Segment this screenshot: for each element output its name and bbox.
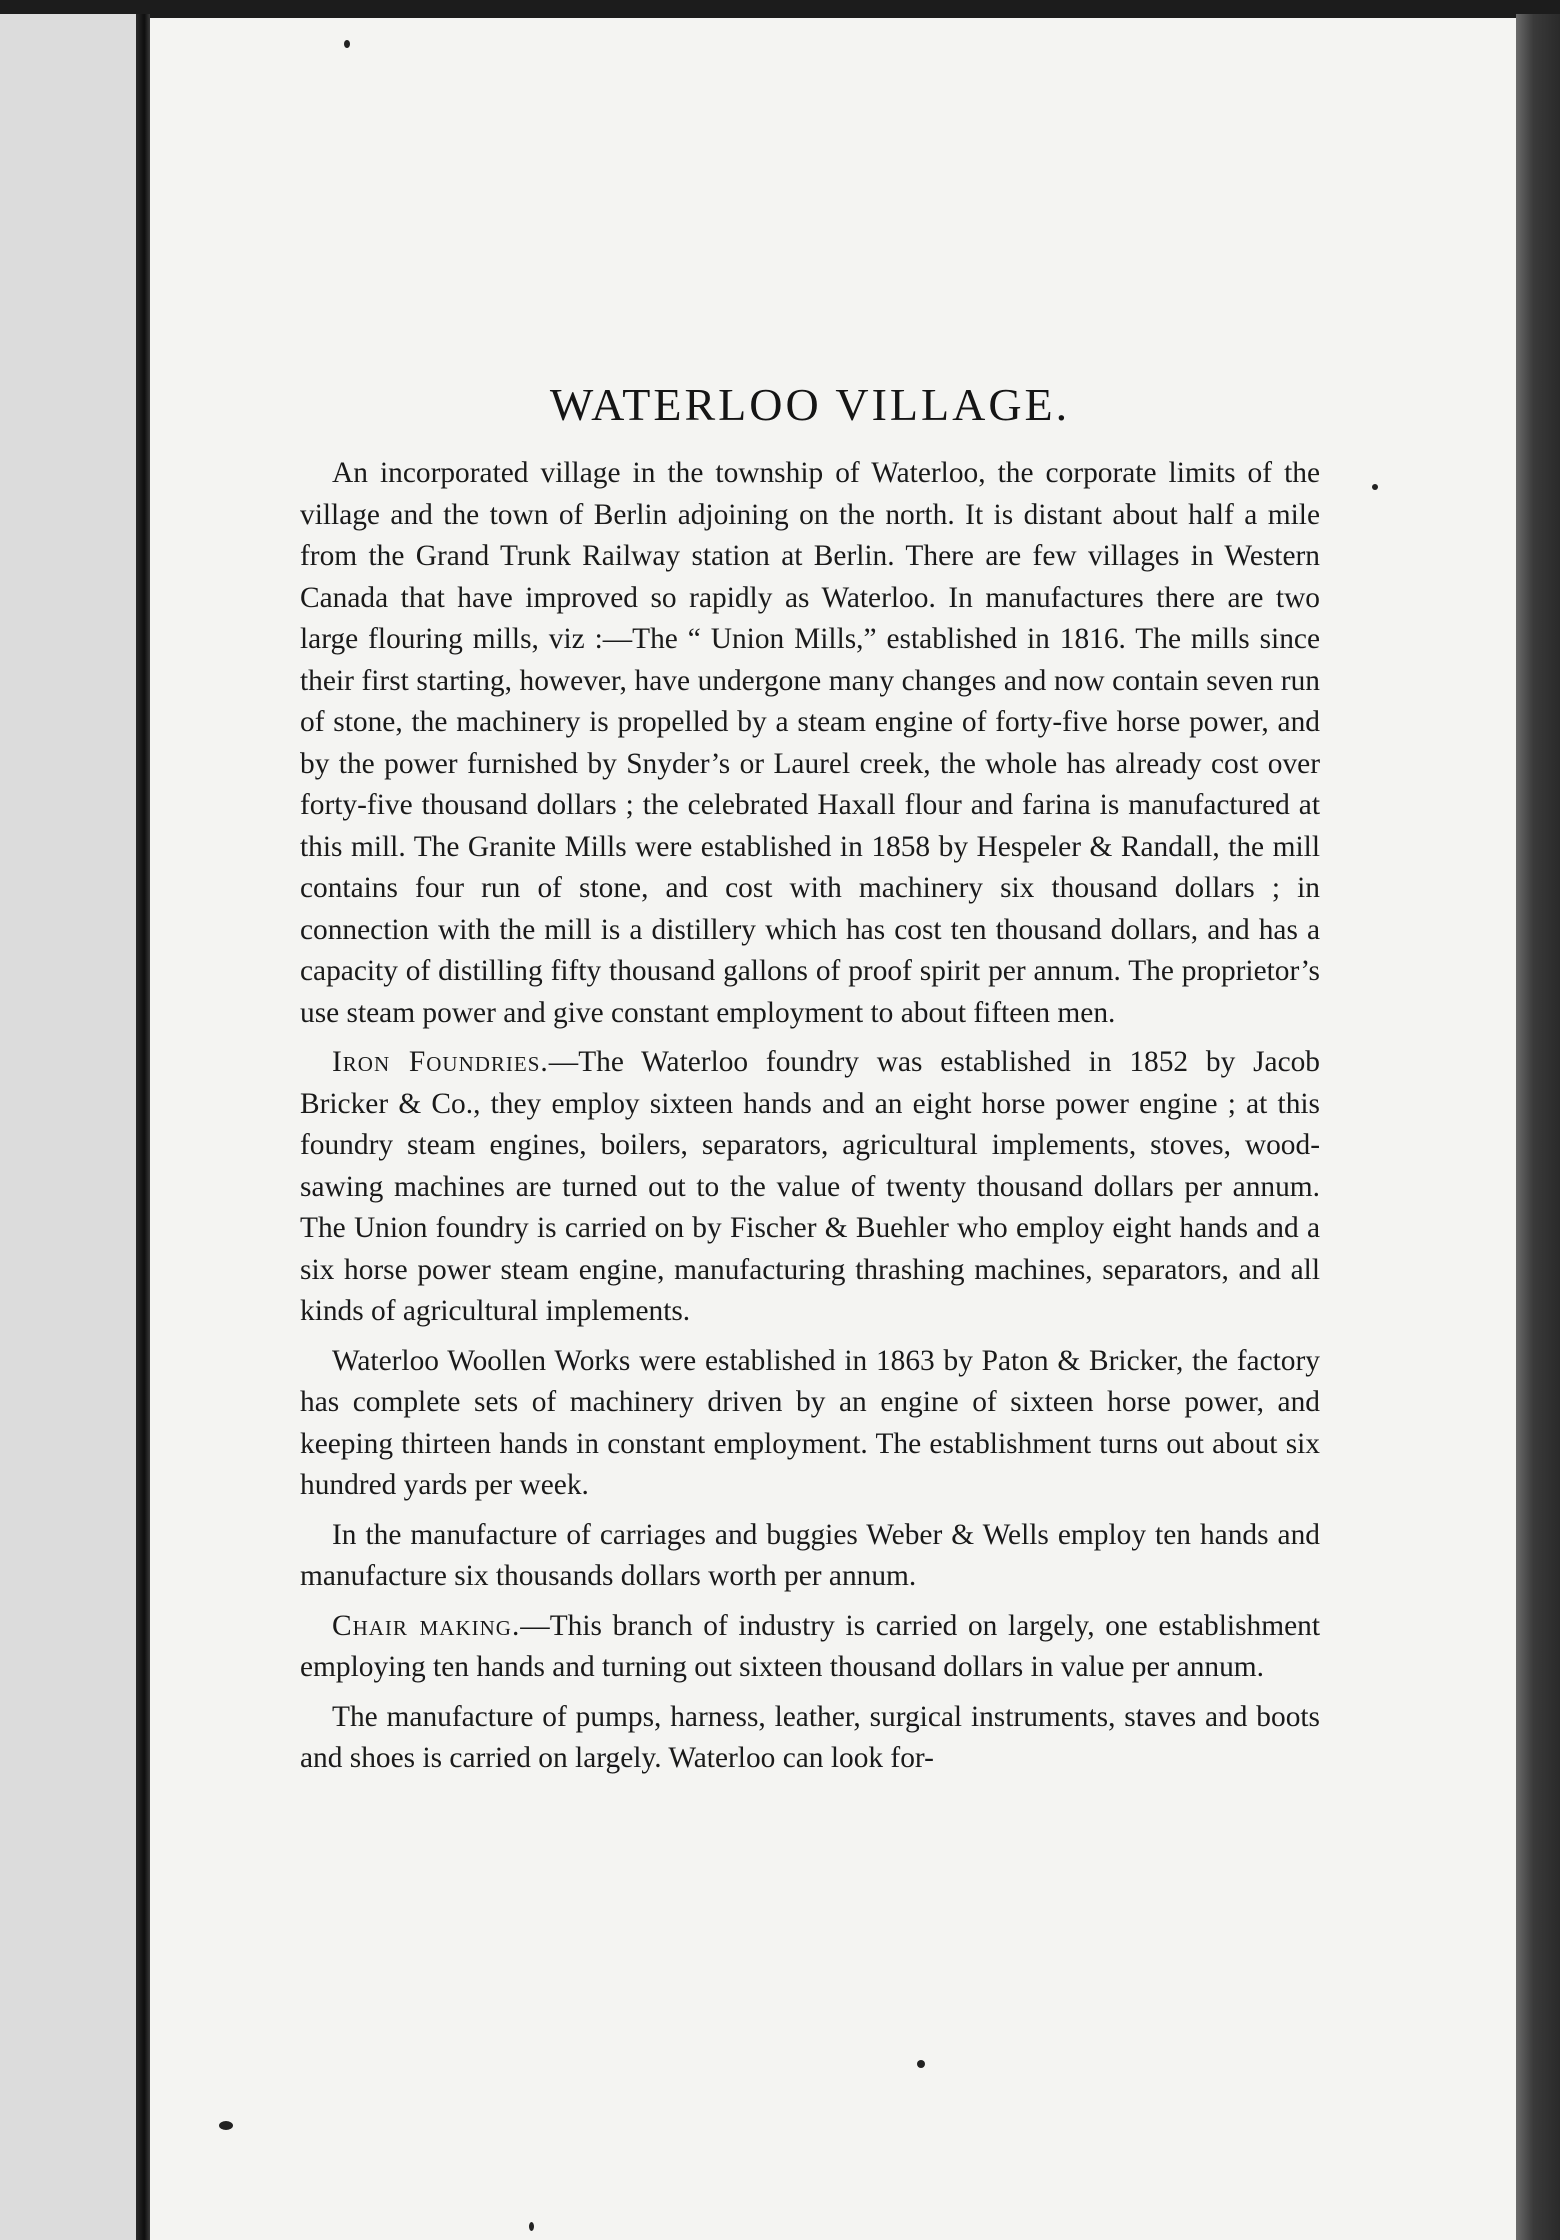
woollen-works-paragraph <box>300 1341 1320 1507</box>
section-lead: Iron Foundries. <box>332 1046 549 1078</box>
paragraph-text: The manufacture of pumps, harness, leather, surgical instruments, staves and boots and shoes is carried on largely. Waterloo can look for- <box>300 1700 1320 1774</box>
page-content <box>300 378 1320 1788</box>
paragraph-text: Waterloo Woollen Works were established in 1863 by Paton & Bricker, the factory has complete sets of machinery driven by an engine of sixteen horse power, and keeping thirteen hands in constant employment. The establishment turns out about six hundred yards per week. <box>300 1344 1320 1501</box>
carriages-paragraph <box>300 1515 1320 1598</box>
chair-making-paragraph <box>300 1606 1320 1689</box>
paragraph-text: In the manufacture of carriages and buggies Weber & Wells employ ten hands and manufacture six thousands dollars worth per annum. <box>300 1518 1320 1592</box>
ink-speck <box>529 2222 534 2231</box>
iron-foundries-paragraph <box>300 1042 1320 1333</box>
intro-paragraph <box>300 453 1320 1034</box>
ink-speck <box>344 40 350 48</box>
manufactures-paragraph <box>300 1697 1320 1780</box>
paragraph-text: An incorporated village in the township of Waterloo, the corporate limits of the village and the town of Berlin adjoining on the north. It is distant about half a mile from the Grand Trunk Railway station at Berlin. There are few villages in Western Canada that have improved so rapidly as Waterloo. In manufactures there are two large flouring mills, viz :—The “ Union Mills,” established in 1816. The mills since their first starting, however, have undergone many changes and now contain seven run of stone, the machinery is propelled by a steam engine of forty-five horse power, and by the power furnished by Snyder’s or Laurel creek, the whole has already cost over forty-five thousand dollars ; the celebrated Haxall flour and farina is manufactured at this mill. The Granite Mills were established in 1858 by Hespeler & Randall, the mill contains four run of stone, and cost with machinery six thousand dollars ; in connection with the mill is a distillery which has cost ten thousand dollars, and has a capacity of distilling fifty thousand gallons of proof spirit per annum. The proprietor’s use steam power and give constant employment to about fifteen men. <box>300 457 1320 1029</box>
book-spine <box>136 14 150 2240</box>
paragraph-text: —The Waterloo foundry was established in 1852 by Jacob Bricker & Co., they employ sixteen hands and an eight horse power engine ; at this foundry steam engines, boilers, separators, agricultural implements, stoves, wood-sawing machines are turned out to the value of twenty thousand dollars per annum. The Union foundry is carried on by Fischer & Buehler who employ eight hands and a six horse power steam engine, manufacturing thrashing machines, separators, and all kinds of agricultural implements. <box>300 1046 1321 1327</box>
page-stack-edge <box>1516 14 1560 2240</box>
ink-speck <box>917 2060 925 2068</box>
ink-speck <box>219 2121 233 2130</box>
page-title: WATERLOO VILLAGE. <box>549 379 1071 430</box>
paragraph-text: —This branch of industry is carried on largely, one establishment employing ten hands and turning out sixteen thousand dollars in value per annum. <box>300 1609 1320 1683</box>
section-lead: Chair making. <box>332 1609 521 1642</box>
scan-top-edge <box>0 0 1560 20</box>
ink-speck <box>1372 484 1378 490</box>
facing-page-edge <box>0 14 142 2240</box>
